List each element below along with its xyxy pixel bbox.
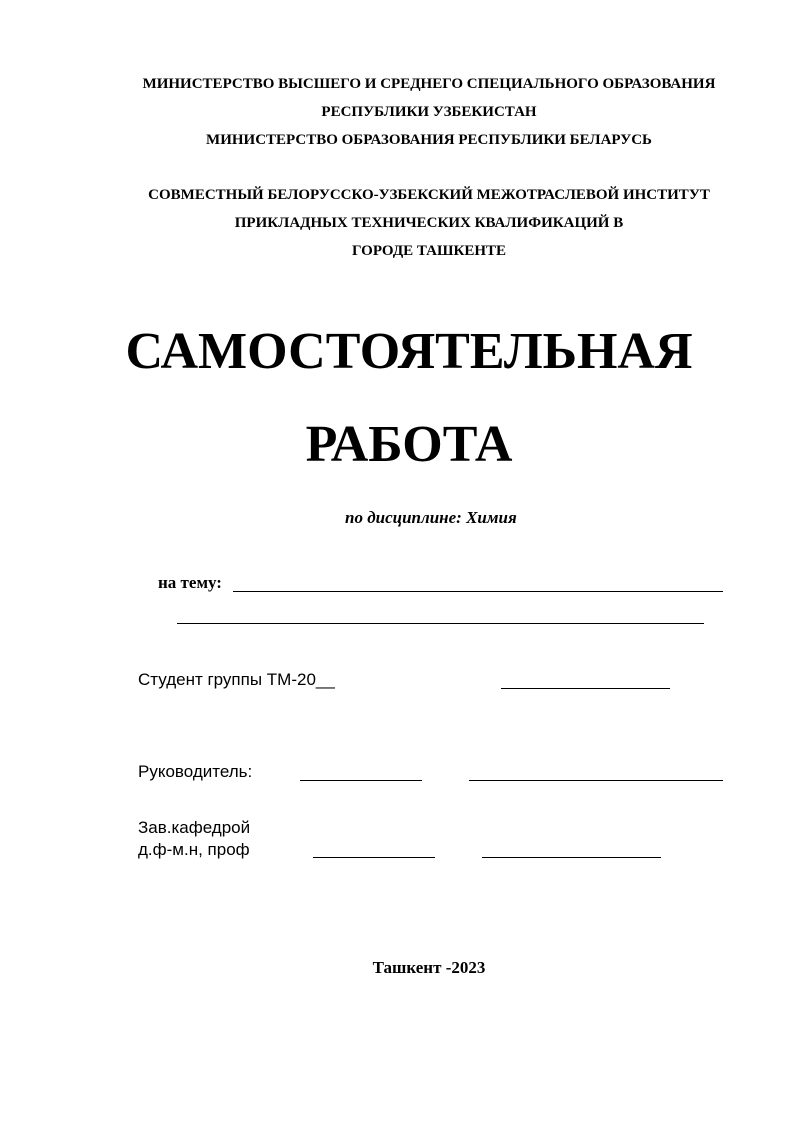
student-signature-line xyxy=(501,688,670,689)
head-name-line xyxy=(482,857,661,858)
ministry-header-line-3: МИНИСТЕРСТВО ОБРАЗОВАНИЯ РЕСПУБЛИКИ БЕЛАРУСЬ xyxy=(206,132,652,148)
head-of-department-label: Зав.кафедрой xyxy=(138,818,251,837)
institute-line-1: СОВМЕСТНЫЙ БЕЛОРУССКО-УЗБЕКСКИЙ МЕЖОТРАСЛЕВОЙ ИНСТИТУТ xyxy=(148,187,710,203)
topic-line-2 xyxy=(177,623,704,624)
head-of-department-degree-label: д.ф-м.н, проф xyxy=(138,840,250,859)
supervisor-label: Руководитель: xyxy=(138,762,253,781)
ministry-header-line-1: МИНИСТЕРСТВО ВЫСШЕГО И СРЕДНЕГО СПЕЦИАЛЬНОГО ОБРАЗОВАНИЯ xyxy=(142,76,716,92)
head-signature-line xyxy=(313,857,435,858)
topic-label: на тему: xyxy=(158,573,222,592)
supervisor-signature-line xyxy=(300,780,422,781)
student-group-label: Студент группы ТМ-20__ xyxy=(138,670,335,689)
document-title-line-2: РАБОТА xyxy=(305,416,513,473)
institute-line-2: ПРИКЛАДНЫХ ТЕХНИЧЕСКИХ КВАЛИФИКАЦИЙ В xyxy=(234,215,624,231)
city-year-footer: Ташкент -2023 xyxy=(372,958,486,977)
discipline-label: по дисциплине: Химия xyxy=(345,508,517,527)
institute-line-3: ГОРОДЕ ТАШКЕНТЕ xyxy=(351,243,507,259)
document-title-line-1: САМОСТОЯТЕЛЬНАЯ xyxy=(125,323,693,380)
supervisor-name-line xyxy=(469,780,723,781)
topic-line-1 xyxy=(233,591,723,592)
ministry-header-line-2: РЕСПУБЛИКИ УЗБЕКИСТАН xyxy=(321,104,537,120)
